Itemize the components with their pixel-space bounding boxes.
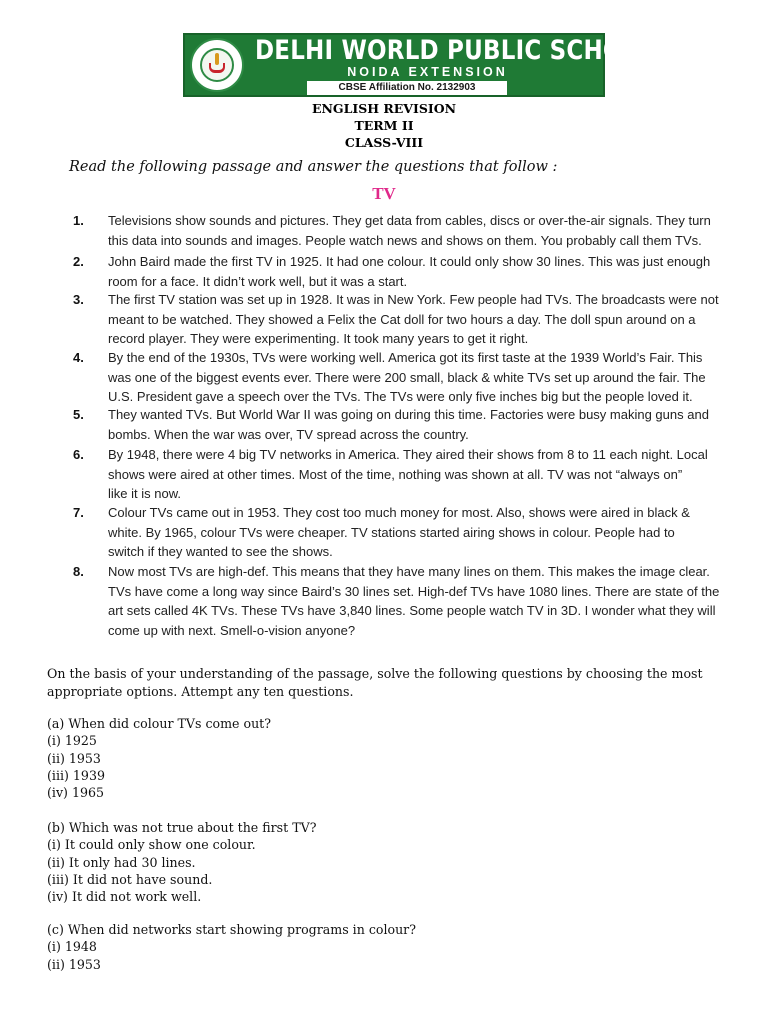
paragraph-number: 8.	[73, 564, 84, 579]
subject-heading: ENGLISH REVISION	[311, 101, 457, 116]
paragraph-number: 6.	[73, 447, 84, 462]
paragraph-line: switch if they wanted to see the shows.	[108, 544, 333, 559]
paragraph-line: like it is now.	[108, 486, 181, 501]
paragraph-line: was one of the biggest events ever. There were 200 small, black & white TVs set up around the fair. The	[108, 369, 706, 385]
paragraph-line: meant to be watched. They showed a Felix the Cat doll for two hours a day. The doll spun around on a	[108, 311, 696, 327]
paragraph-line: bombs. When the war was over, TV spread across the country.	[108, 426, 469, 442]
directions-line: On the basis of your understanding of the passage, solve the following questions by choosing the most	[47, 666, 703, 681]
book-icon	[209, 63, 225, 73]
logo-emblem	[200, 48, 234, 82]
paragraph-line: Now most TVs are high-def. This means that they have many lines on them. This makes the image clear.	[108, 564, 710, 579]
answer-option: (iv) It did not work well.	[47, 889, 202, 905]
answer-option: (ii) 1953	[47, 956, 101, 972]
answer-option: (i) 1948	[47, 939, 97, 955]
paragraph-line: The first TV station was set up in 1928. It was in New York. Few people had TVs. The broadcasts were not	[108, 292, 719, 307]
school-name: DELHI WORLD PUBLIC SCHOOL	[255, 36, 658, 66]
paragraph-number: 1.	[73, 213, 84, 228]
paragraph-line: art sets called 4K TVs. These TVs have 3,840 lines. Some people watch TV in 3D. I wonder what they will	[108, 603, 716, 618]
paragraph-number: 4.	[73, 350, 84, 365]
answer-option: (i) It could only show one colour.	[47, 837, 256, 853]
answer-option: (iii) 1939	[47, 767, 105, 783]
school-location: NOIDA EXTENSION	[347, 65, 508, 79]
answer-option: (iii) It did not have sound.	[47, 871, 213, 887]
question-text: (a) When did colour TVs come out?	[47, 716, 271, 731]
directions-line: appropriate options. Attempt any ten questions.	[47, 683, 354, 699]
paragraph-line: record player. They were experimenting. It took many years to get it right.	[108, 331, 529, 346]
paragraph-number: 3.	[73, 292, 84, 307]
paragraph-number: 2.	[73, 254, 84, 269]
answer-option: (ii) 1953	[47, 750, 101, 766]
question-text: (c) When did networks start showing programs in colour?	[47, 922, 416, 937]
passage-instruction: Read the following passage and answer the questions that follow :	[69, 159, 558, 175]
paragraph-line: white. By 1965, colour TVs were cheaper. TV stations started airing shows in colour. People had to	[108, 524, 675, 540]
paragraph-line: Televisions show sounds and pictures. They get data from cables, discs or over-the-air signals. They turn	[108, 213, 711, 228]
answer-option: (iv) 1965	[47, 785, 105, 801]
answer-option: (i) 1925	[47, 733, 97, 749]
paragraph-line: room for a face. It didn’t work well, but it was a start.	[108, 273, 408, 289]
paragraph-line: They wanted TVs. But World War II was going on during this time. Factories were busy making guns and	[108, 407, 709, 422]
affiliation-label: CBSE Affiliation No. 2132903	[307, 81, 507, 95]
class-heading: CLASS-VIII	[344, 135, 424, 150]
paragraph-line: this data into sounds and images. People watch news and shows on them. You probably call them TVs.	[108, 232, 702, 248]
paragraph-line: Colour TVs came out in 1953. They cost too much money for most. Also, shows were aired in black &	[108, 505, 690, 520]
school-banner	[183, 33, 658, 97]
paragraph-line: U.S. President gave a speech over the TVs. The TVs were only five inches big but the people loved it.	[108, 389, 693, 404]
paragraph-number: 7.	[73, 505, 84, 520]
paragraph-line: come up with next. Smell-o-vision anyone?	[108, 622, 356, 638]
paragraph-line: John Baird made the first TV in 1925. It had one colour. It could only show 30 lines. This was just enough	[108, 254, 711, 269]
term-heading: TERM II	[354, 118, 414, 133]
answer-option: (ii) It only had 30 lines.	[47, 854, 196, 870]
paragraph-line: shows were aired at other times. Most of the time, nothing was shown at all. TV was not “always on”	[108, 466, 683, 482]
paragraph-line: TVs have come a long way since Baird’s 30 lines set. High-def TVs have 1080 lines. There are state of the	[108, 583, 720, 599]
paragraph-line: By 1948, there were 4 big TV networks in America. They aired their shows from 8 to 11 each night. Local	[108, 447, 708, 462]
paragraph-number: 5.	[73, 407, 84, 422]
passage-title: TV	[372, 184, 396, 203]
question-text: (b) Which was not true about the first TV?	[47, 820, 317, 835]
school-logo-icon	[190, 38, 244, 92]
paragraph-line: By the end of the 1930s, TVs were working well. America got its first taste at the 1939 World’s Fair. This	[108, 350, 703, 365]
